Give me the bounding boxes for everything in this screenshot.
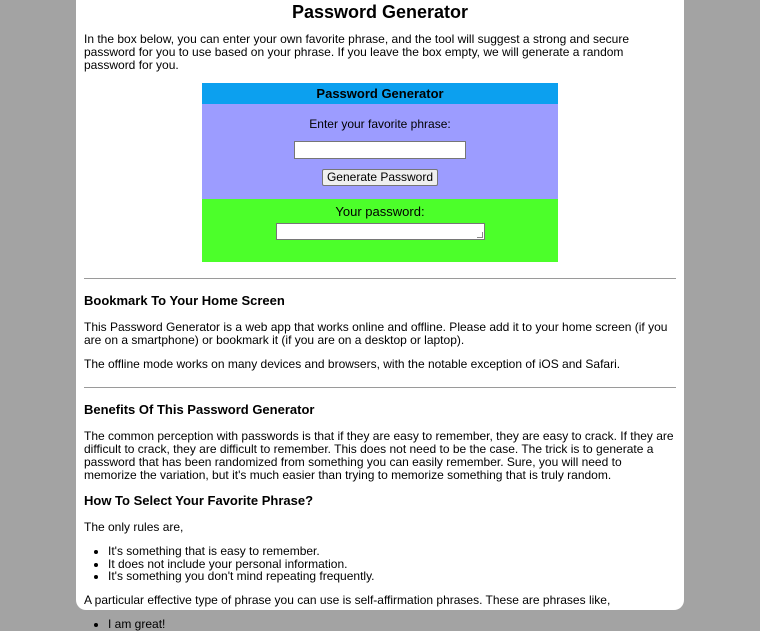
divider [84, 278, 676, 279]
offline-paragraph: The offline mode works on many devices and browsers, with the notable exception of iOS and Safari. [84, 357, 621, 371]
rules-list [84, 545, 676, 583]
select-phrase-heading: How To Select Your Favorite Phrase? [84, 493, 314, 508]
bookmark-heading: Bookmark To Your Home Screen [84, 293, 285, 308]
widget-header: Password Generator [202, 83, 558, 104]
password-generator-widget [202, 83, 558, 262]
widget-form [202, 104, 558, 199]
phrase-input[interactable] [294, 141, 466, 159]
benefits-heading: Benefits Of This Password Generator [84, 402, 315, 417]
password-output-label: Your password: [335, 204, 425, 219]
list-item: • It does not include your personal information. [108, 558, 676, 571]
bookmark-paragraph: This Password Generator is a web app that works online and offline. Please add it to your home screen (if you are on a smartphone) or bookmark it (if you are on a desktop or laptop). [84, 320, 668, 347]
password-output-textarea[interactable] [276, 223, 485, 240]
list-item: • It's something you don't mind repeating frequently. [108, 570, 676, 583]
generate-password-button[interactable]: Generate Password [322, 169, 438, 186]
phrase-label: Enter your favorite phrase: [309, 117, 451, 131]
benefits-paragraph: The common perception with passwords is that if they are easy to remember, they are easy to crack. If they are difficult to crack, they are difficult to remember. This does not need to be the case. The trick is to generate a password that has been randomized from something you can easily remember. Sure, you will need to memorize the variation, but it's much easier than trying to memorize something that is truly random. [84, 429, 674, 482]
resize-grip-icon[interactable] [477, 232, 483, 238]
widget-output [202, 199, 558, 262]
page-title: Password Generator [291, 2, 469, 22]
page-content [76, 0, 684, 631]
rules-intro: The only rules are, [84, 520, 184, 534]
list-item: • I am great! [108, 618, 676, 631]
divider [84, 387, 676, 388]
list-item: • It's something that is easy to remember. [108, 545, 676, 558]
examples-list [84, 618, 676, 631]
affirmation-paragraph: A particular effective type of phrase you can use is self-affirmation phrases. These are phrases like, [84, 592, 611, 607]
intro-text: In the box below, you can enter your own favorite phrase, and the tool will suggest a strong and secure password for you to use based on your phrase. If you leave the box empty, we will generate a random password for you. [84, 32, 629, 72]
